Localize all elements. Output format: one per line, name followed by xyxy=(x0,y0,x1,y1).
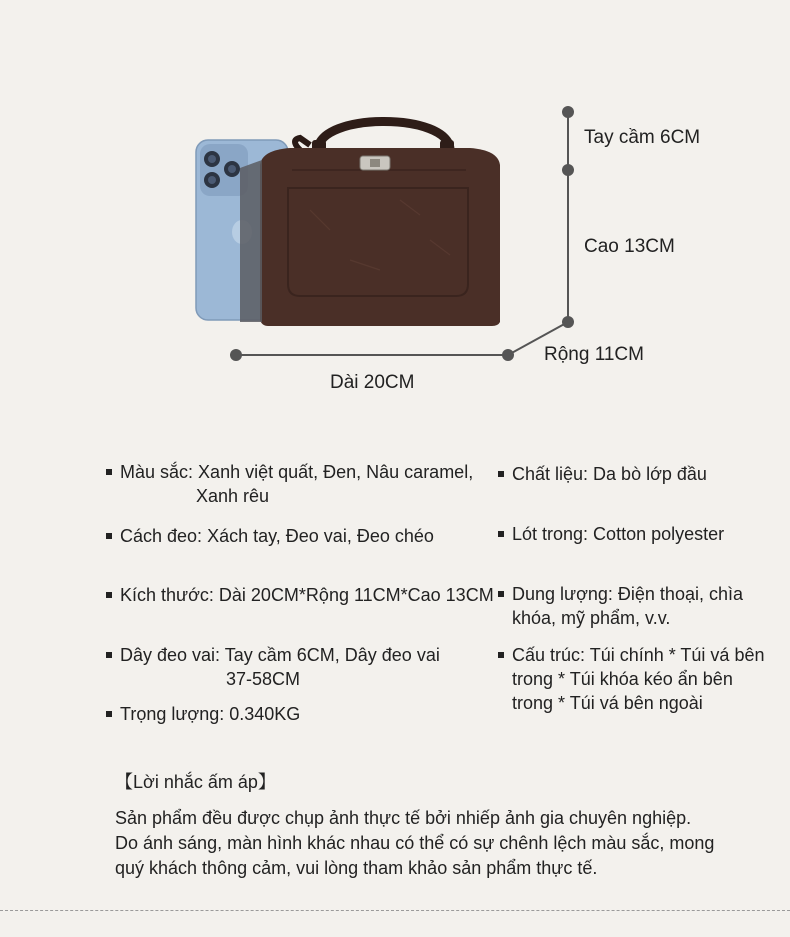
width-dimension-label: Rộng 11CM xyxy=(544,344,644,365)
spec-value: Dài 20CM*Rộng 11CM*Cao 13CM xyxy=(218,585,494,605)
bullet-icon xyxy=(106,533,112,539)
spec-value: 0.340KG xyxy=(229,704,301,724)
spec-text: Chất liệu: Da bò lớp đầu xyxy=(512,464,707,484)
spec-item-weight xyxy=(120,702,300,726)
bullet-icon xyxy=(106,652,112,658)
bag-image xyxy=(240,122,500,327)
spec-text-continued: khóa, mỹ phẩm, v.v. xyxy=(512,608,671,628)
spec-item-structure xyxy=(512,643,764,715)
spec-label: Trọng lượng: xyxy=(120,704,225,724)
spec-text: Cấu trúc: Túi chính * Túi vá bên xyxy=(512,645,765,665)
notice-line: Do ánh sáng, màn hình khác nhau có thể có sự chênh lệch màu sắc, mong xyxy=(115,833,715,853)
spec-item-size xyxy=(120,583,494,607)
spec-text-continued: trong * Túi vá bên ngoài xyxy=(512,693,703,713)
length-dimension-label: Dài 20CM xyxy=(330,372,415,393)
notice-line: quý khách thông cảm, vui lòng tham khảo sản phẩm thực tế. xyxy=(115,858,598,878)
spec-item-strap xyxy=(120,643,440,691)
notice-body xyxy=(115,806,735,881)
spec-item-lining xyxy=(512,522,724,546)
spec-list xyxy=(0,455,790,735)
spec-item-color xyxy=(120,460,473,508)
spec-value: Xanh việt quất, Đen, Nâu caramel, xyxy=(198,462,474,482)
handle-dimension-label: Tay cầm 6CM xyxy=(584,127,701,148)
spec-label: Cách đeo: xyxy=(120,526,203,546)
spec-text-continued: trong * Túi khóa kéo ẩn bên xyxy=(512,669,733,689)
product-figure xyxy=(0,0,790,420)
spec-item-carry xyxy=(120,524,434,548)
spec-label: Dây đeo vai: xyxy=(120,645,221,665)
bullet-icon xyxy=(106,592,112,598)
bullet-icon xyxy=(498,471,504,477)
bullet-icon xyxy=(106,469,112,475)
bullet-icon xyxy=(498,531,504,537)
spec-label: Kích thước: xyxy=(120,585,214,605)
height-dimension-label: Cao 13CM xyxy=(584,236,675,257)
bullet-icon xyxy=(106,711,112,717)
spec-value: Tay cầm 6CM, Dây đeo vai xyxy=(224,645,440,665)
notice-title: 【Lời nhắc ấm áp】 xyxy=(115,772,276,792)
spec-item-material xyxy=(512,462,707,486)
spec-value-continued: Xanh rêu xyxy=(196,486,270,506)
bag-illustration xyxy=(0,0,790,420)
spec-text: Lót trong: Cotton polyester xyxy=(512,524,725,544)
spec-value: Xách tay, Đeo vai, Đeo chéo xyxy=(207,526,434,546)
bottom-divider xyxy=(0,910,790,911)
notice-line: Sản phẩm đều được chụp ảnh thực tế bởi nhiếp ảnh gia chuyên nghiệp. xyxy=(115,808,692,828)
spec-value-continued: 37-58CM xyxy=(226,669,301,689)
spec-item-capacity xyxy=(512,582,743,630)
bullet-icon xyxy=(498,591,504,597)
spec-label: Màu sắc: xyxy=(120,462,194,482)
spec-text: Dung lượng: Điện thoại, chìa xyxy=(512,584,743,604)
bullet-icon xyxy=(498,652,504,658)
